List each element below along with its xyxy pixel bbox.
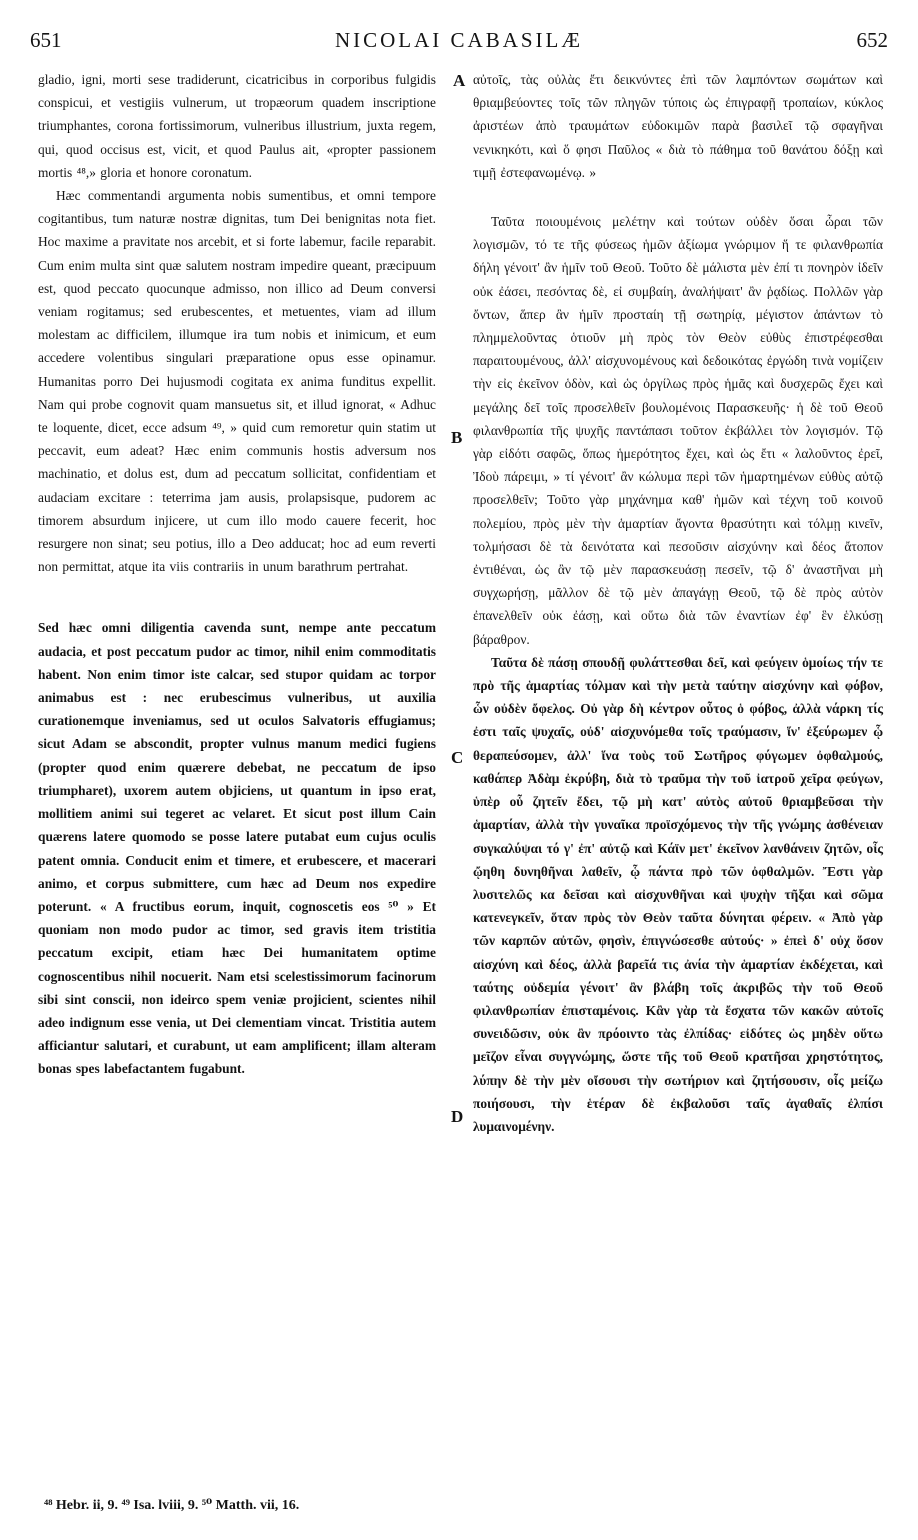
- greek-column: [473, 68, 883, 1138]
- latin-paragraph-1: gladio, igni, morti sese tradiderunt, cicatricibus in corporibus fulgidis conspicui, et vestigiis vulnerum, ut tropæorum quadem inscriptione triumphantes, corona fortissimorum, vulneribus illustrium, juxta regem, qui, quod occisus est, vicit, et quod Paulus ait, «propter passionem mortis ⁴⁸,» gloria et honore coronatum.: [38, 72, 436, 180]
- margin-letter-c: C: [451, 748, 464, 767]
- page-number-right: 652: [856, 28, 888, 52]
- page-number-left: 651: [30, 28, 62, 52]
- margin-letter-a: A: [453, 71, 466, 90]
- footnotes: ⁴⁸ Hebr. ii, 9. ⁴⁹ Isa. lviii, 9. ⁵⁰ Matth. vii, 16.: [44, 1498, 300, 1513]
- page-header: [30, 28, 888, 58]
- running-title: NICOLAI CABASILÆ: [334, 28, 584, 52]
- latin-paragraph-3: Sed hæc omni diligentia cavenda sunt, nempe ante peccatum audacia, et post peccatum pudor ac timor, nihil enim commoditatis habent. Non enim timor iste calcar, sed stupor quidam ac torpor animabus est : nec erubescimus vulneribus, ut auxilia curationemque inveniamus, sed ut oculos Salvatoris effugiamus; sicut Adam se abscondit, propter vulnus manum medici fugiens (propter quod enim quærere debebat, ne peccatum de ipso triumpharet), uxorem autem objiciens, ut quantum in ipso erat, mollitiem animi sui tegeret ac velaret. Et sicut post illum Cain quærens latere quomodo se posse latere putabat eum cujus oculis patent omnia. Conducit enim et timere, et erubescere, et macerari animo, et corpus submittere, cum hæc ad Deum nos expedire poterunt. « A fructibus eorum, inquit, cognoscetis eos ⁵⁰ » Et quoniam non modo pudor ac timor, sed gravis item tristitia peccatum excipit, etiam hæc Dei humanitatem optime cognoscentibus nihil nocuerit. Nam etsi scelestissimorum facinorum sibi sint conscii, non ideirco spem veniæ projicient, scientes nihil adeo indignum esse venia, ut Dei clementiam vincat. Tristitia autem afficiantur salutari, et curabunt, ut eam amplificent; illam alteram bonas spes labefactantem fugabunt.: [38, 620, 436, 1077]
- greek-paragraph-1: αὐτοῖς, τὰς οὐλὰς ἔτι δεικνύντες ἐπὶ τῶν λαμπόντων σωμάτων καὶ θριαμβεύοντες τοῖς τῶν πληγῶν τύποις ὡς ἐπιγραφῇ τροπαίων, κύκλος ἀριστέων ἀπὸ τραυμάτων εὐδοκιμῶν παρὰ βασιλεῖ τῷ σφαγῆναι νενικηκότι, καὶ ὅ φησι Παῦλος « διὰ τὸ πάθημα τοῦ θανάτου δόξῃ καὶ τιμῇ ἐστεφανωμένῳ. »: [473, 72, 883, 180]
- latin-paragraph-2: Hæc commentandi argumenta nobis sumentibus, et omni tempore cogitantibus, tum naturæ nostræ dignitas, tum Dei benignitas nota fiet. Hoc maxime a pravitate nos arcebit, et si forte labemur, facile reparabit. Cum enim multa sint quæ salutem nostram impedire queant, præcipuum est, quod peccato quocunque admisso, non illico ad Deum conversi veniam rogitamus; sed erubescentes, et metuentes, viam ad illum molestam ac difficilem, illumque ira tum nobis et inimicum, et eum accedere volentibus singulari præparatione opus esse opinamur. Humanitas porro Dei hujusmodi cogitata ex anima funditus expellit. Nam qui probe cognovit quam mansuetus sit, et illud ignorat, « Adhuc te loquente, dicet, ecce adsum ⁴⁹, » quid cum remoretur quin statim ut peccavit, eum adeat? Hæc enim communis hostis adversum nos machinatio, et dolus est, dum ad peccatum sollicitat, confidentiam et audaciam excitare : teterrima jam ausis, prolapsisque, pudorem ac timorem absurdum injicere, ut cum illo modo cauere fecerit, hoc resurgere non sinat; seu potius, illo a Deo adducat; hoc ad eum reverti non permittat, atque ita viis contrariis in unum barathrum pertrahat.: [38, 188, 436, 575]
- greek-paragraph-3: Ταῦτα δὲ πάσῃ σπουδῇ φυλάττεσθαι δεῖ, καὶ φεύγειν ὁμοίως τήν τε πρὸ τῆς ἁμαρτίας τόλμαν καὶ τὴν μετὰ ταύτην αἰσχύνην καὶ φόβον, ὧν οὐδὲν ὄφελος. Οὐ γὰρ δὴ κέντρον οὗτος ὁ φόβος, ἀλλὰ νάρκη τίς ἐστι ταῖς ψυχαῖς, οὐδ' αἰσχυνόμεθα τοῖς τραύμασιν, ἵν' ἐξεύρωμεν ᾧ θεραπεύσομεν, ἀλλ' ἵνα τοὺς τοῦ Σωτῆρος φύγωμεν ὀφθαλμούς, καθάπερ Ἀδὰμ ἐκρύβη, διὰ τὸ τραῦμα τὴν τοῦ ἰατροῦ χεῖρα φεύγων, ὑπὲρ οὗ ζητεῖν ἔδει, τῷ μὴ κατ' αὐτὸς αὐτοῦ θριαμβεῦσαι τὴν ἁμαρτίαν, ἀλλὰ τὴν γυναῖκα προϊσχόμενος τὴν τῆς γνώμης ἀσθένειαν συγκαλύψαι τό γ' ἐπ' αὐτῷ καὶ Κάϊν μετ' ἐκεῖνον λανθάνειν ζητῶν, οἷς ᾤηθη δυνηθῆναι λαθεῖν, ᾧ πάντα πρὸ τῶν ὀφθαλμῶν. Ἔστι γὰρ λυσιτελῶς κα δεῖσαι καὶ αἰσχυνθῆναι καὶ ψυχὴν τῆξαι καὶ σῶμα κατενεγκεῖν, ὅταν πρὸς τὸν Θεὸν ταῦτα δύνηται φέρειν. « Ἀπὸ γὰρ τῶν καρπῶν αὐτῶν, φησὶν, ἐπιγνώσεσθε αὐτούς· » ἐπεὶ δ' οὐχ ὅσον αἰσχύνη καὶ δέος, ἀλλὰ βαρεῖά τις ἀνία τὴν ἁμαρτίαν ἐκδέχεται, καὶ ταύτης οὐδεμία γένοιτ' ἂν βλάβη τοῖς ἀκριβῶς τὴν τοῦ Θεοῦ φιλανθρωπίαν ἐπισταμένοις. Κἂν γὰρ τὰ ἔσχατα τῶν κακῶν αὐτοῖς συνειδῶσιν, οὐκ ἂν πρόοιντο τὰς ἐλπίδας· εἰδότες ὡς μηδὲν οὕτω μεῖζον εἶναι συγγνώμης, ὥστε τῆς τοῦ Θεοῦ κρατῆσαι χρηστότητος, λύπην δὲ τὴν μὲν οἴσουσι τὴν σωτήριον καὶ ζητήσουσιν, οἷς μείζω ποιήσουσι, τὴν ἑτέραν δὲ ἐκβαλοῦσι ταῖς ἀγαθαῖς ἐλπίσι λυμαινομένην.: [473, 654, 883, 1134]
- greek-paragraph-2: Ταῦτα ποιουμένοις μελέτην καὶ τούτων οὐδὲν ὅσαι ὧραι τῶν λογισμῶν, τό τε τῆς φύσεως ἡμῶν ἀξίωμα γνώριμον ἥ τε φιλανθρωπία δήλη γένοιτ' ἂν ἡμῖν τοῦ Θεοῦ. Τοῦτο δὲ μάλιστα μὲν ἐπί τι πονηρὸν ἰδεῖν οὐκ ἐάσει, πεσόντας δὲ, εἰ συμβαίη, ἀναλήψαιτ' ἂν ῥᾳδίως. Πολλῶν γὰρ ὄντων, ἅπερ ἂν ἡμῖν προσταίη τῇ σωτηρίᾳ, μέγιστον ἁπάντων τὸ πλημμελοῦντας ὁτιοῦν μὴ πρὸς τὸν Θεὸν εὐθὺς ἐπιστρέφεσθαι παραιτουμένους, ἀλλ' αἰσχυνομένους καὶ δεδοικότας ἐργώδη τινὰ νομίζειν τὴν εἰς ἐκεῖνον ὁδὸν, καὶ ὡς ὀργίλως πρὸς ἡμᾶς καὶ δυσχερῶς ἔχει καὶ μεγάλης δεῖ τοῖς προσελθεῖν βουλομένοις Παρασκευῆς· ἡ δὲ τοῦ Θεοῦ φιλανθρωπία τῆς ψυχῆς παντάπασι τοῦτον ἐκβάλλει τὸν λογισμόν. Τῷ γὰρ εἰδότι σαφῶς, ὅπως ἡμερότητος ἔχει, καὶ ὡς ἔτι « λαλοῦντος ἐρεῖ, Ἰδοὺ πάρειμι, » τί γένοιτ' ἂν κώλυμα περὶ τῶν ἡμαρτημένων εὐθὺς αὐτῷ προσελθεῖν; Τοῦτο γὰρ μηχάνημα καθ' ἡμῶν καὶ τέχνη τοῦ κοινοῦ πολεμίου, πρὸς μὲν τὴν ἁμαρτίαν ἄγοντα θρασύτητι καὶ τόλμῃ κινεῖν, τολμήσασι δὲ τὰ δεινότατα καὶ πεσοῦσιν αἰσχύνην καὶ δέος ἄτοπον ἐντιθέναι, ὡς ἂν τῷ μὲν παρασκευάσῃ πεσεῖν, τῷ δ' ἀναστῆναι μὴ συγχωρήσῃ, μᾶλλον δὲ τῷ μὲν ἀπαγάγῃ Θεοῦ, τῷ δὲ πρὸς αὐτὸν ἐπανελθεῖν οὐκ ἐάσῃ, καὶ οὕτω διὰ τῶν ἐναντίων ἐφ' ἓν ἑλκύσῃ βάραθρον.: [473, 214, 883, 647]
- latin-column: [38, 68, 436, 1081]
- margin-letter-b: B: [451, 428, 463, 447]
- margin-letter-d: D: [451, 1107, 464, 1126]
